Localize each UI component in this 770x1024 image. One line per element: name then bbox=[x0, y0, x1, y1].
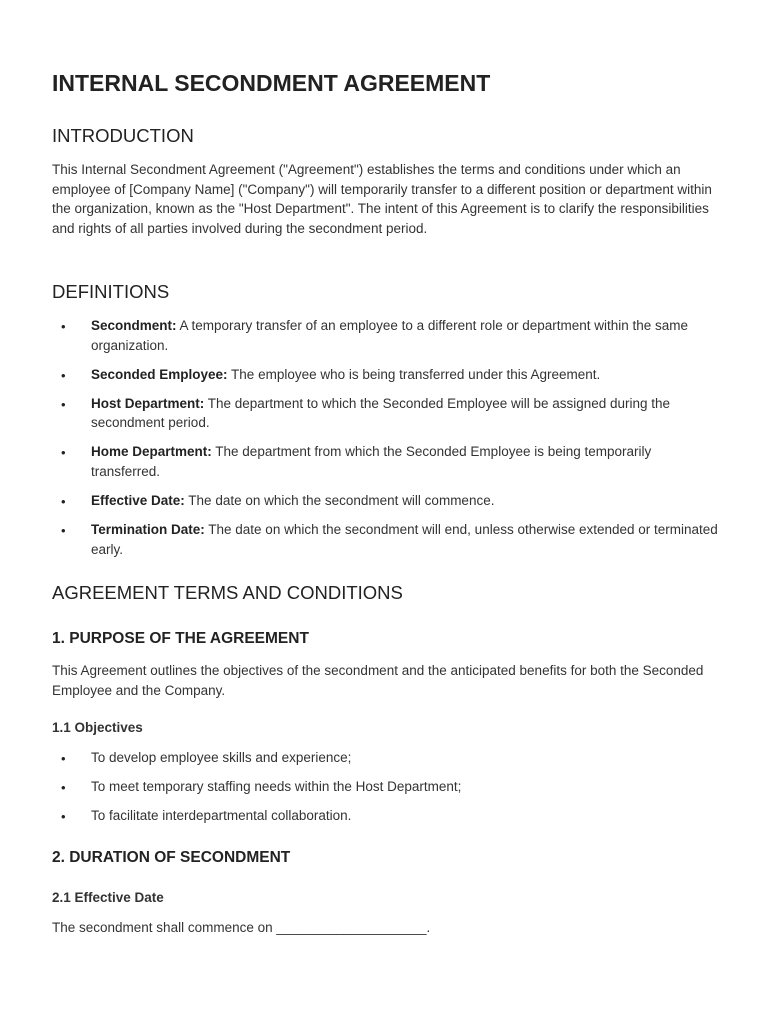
bullet-icon: • bbox=[61, 319, 66, 334]
definition-term: Home Department: bbox=[91, 444, 212, 460]
definition-term: Seconded Employee: bbox=[91, 366, 228, 382]
definition-text: The department to which the Seconded Employee will be assigned during the secondment period. bbox=[91, 395, 671, 431]
objective-item bbox=[52, 777, 720, 797]
introduction-paragraph: This Internal Secondment Agreement ("Agreement") establishes the terms and conditions under which an employee of [Company Name] ("Company") will temporarily transfer to a different position or department within the organization, known as the "Host Department". The intent of this Agreement is to clarify the responsibilities and rights of all parties involved during the secondment period. bbox=[52, 162, 712, 236]
definition-term: Secondment: bbox=[91, 318, 177, 333]
bullet-icon: • bbox=[61, 445, 66, 461]
definition-item-host-department bbox=[52, 394, 720, 433]
bullet-icon: • bbox=[61, 523, 66, 539]
definition-item-secondment bbox=[52, 316, 720, 355]
duration-heading: 2. DURATION OF SECONDMENT bbox=[52, 849, 291, 866]
effective-date-paragraph: The secondment shall commence on ____________________. bbox=[52, 920, 431, 935]
objective-text: To develop employee skills and experience; bbox=[91, 750, 352, 765]
definition-text: The date on which the secondment will end, unless otherwise extended or terminated early. bbox=[91, 522, 718, 557]
definition-item-effective-date bbox=[52, 491, 720, 511]
objective-item bbox=[52, 748, 720, 768]
purpose-paragraph: This Agreement outlines the objectives of the secondment and the anticipated benefits for both the Seconded Employee and the Company. bbox=[52, 663, 704, 698]
bullet-icon: • bbox=[61, 780, 66, 796]
objective-text: To facilitate interdepartmental collaboration. bbox=[91, 808, 352, 824]
definitions-heading: DEFINITIONS bbox=[52, 281, 170, 302]
definition-text: A temporary transfer of an employee to a different role or department within the same organization. bbox=[91, 318, 689, 353]
document-title: INTERNAL SECONDMENT AGREEMENT bbox=[52, 70, 491, 96]
bullet-icon: • bbox=[61, 367, 66, 383]
definition-item-termination-date bbox=[52, 520, 720, 559]
definition-text: The department from which the Seconded Employee is being temporarily transferred. bbox=[91, 444, 652, 480]
introduction-heading: INTRODUCTION bbox=[52, 125, 194, 146]
purpose-heading: 1. PURPOSE OF THE AGREEMENT bbox=[52, 630, 309, 647]
definition-text: The date on which the secondment will commence. bbox=[184, 493, 495, 509]
definitions-list bbox=[52, 316, 720, 569]
effective-date-heading: 2.1 Effective Date bbox=[52, 890, 164, 905]
bullet-icon: • bbox=[61, 751, 66, 766]
objective-text: To meet temporary staffing needs within the Host Department; bbox=[91, 779, 462, 795]
objectives-list bbox=[52, 748, 720, 836]
bullet-icon: • bbox=[61, 396, 66, 412]
definition-text: The employee who is being transferred under this Agreement. bbox=[227, 366, 601, 382]
agreement-terms-heading: AGREEMENT TERMS AND CONDITIONS bbox=[52, 582, 403, 603]
definition-item-home-department bbox=[52, 442, 720, 481]
objectives-heading: 1.1 Objectives bbox=[52, 720, 143, 735]
definition-term: Effective Date: bbox=[91, 493, 185, 509]
definition-item-seconded-employee bbox=[52, 365, 720, 385]
definition-term: Host Department: bbox=[91, 395, 205, 411]
definition-term: Termination Date: bbox=[91, 522, 205, 538]
bullet-icon: • bbox=[61, 809, 66, 825]
objective-item bbox=[52, 806, 720, 826]
bullet-icon: • bbox=[61, 494, 66, 510]
